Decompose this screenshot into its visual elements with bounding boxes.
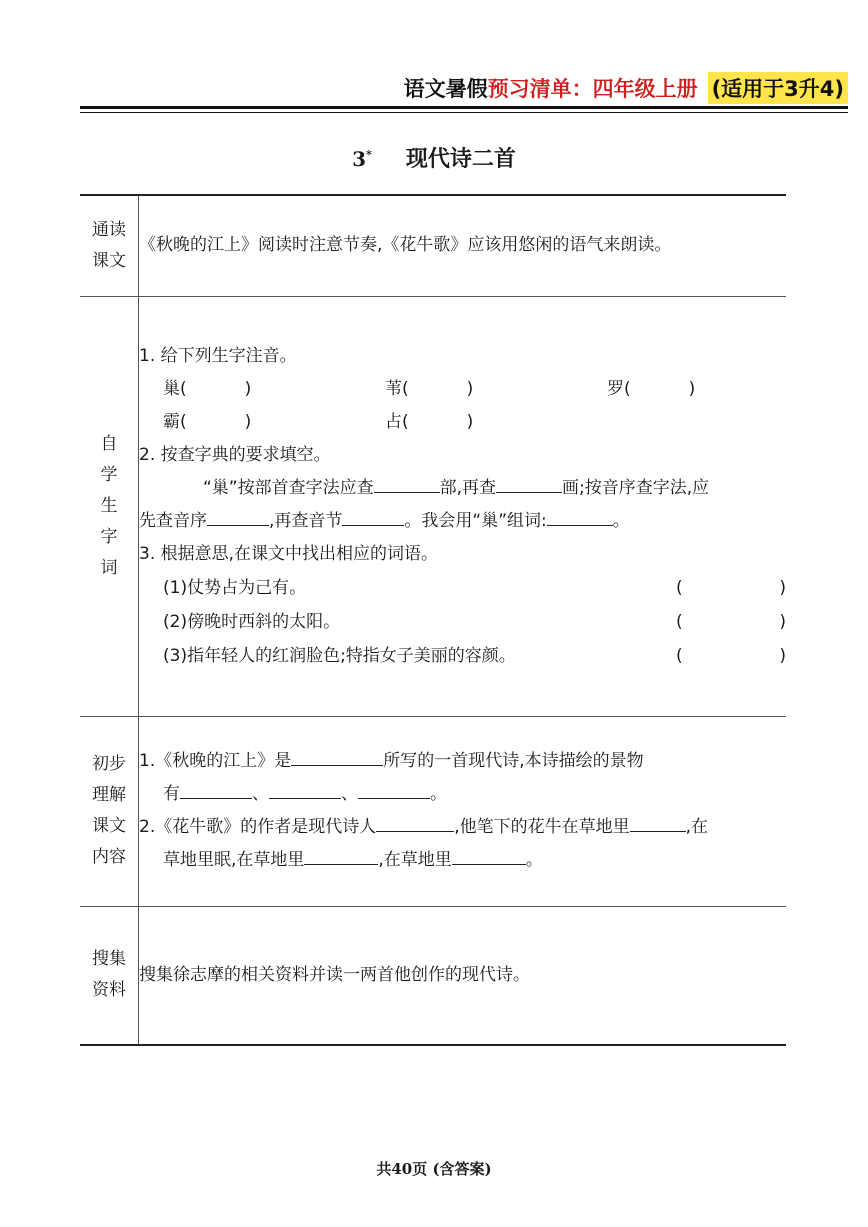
page-footer: 共40页 (含答案) [376,1160,492,1178]
header-series: 语文暑假 [403,77,488,101]
pinyin-item-wei[interactable] [385,373,607,406]
label-collect [80,906,139,1045]
blank-scene-3[interactable] [358,778,430,799]
read-instruction: 《秋晚的江上》阅读时注意节奏,《花牛歌》应该用悠闲的语气来朗读。 [139,235,672,256]
page-header [80,70,848,106]
label-char-5: 词 [100,557,118,578]
pinyin-item-zhan[interactable] [385,406,473,439]
q2-text-d: 先查音序 [139,510,207,531]
u-q1-line2 [139,778,786,811]
q3-answer-1[interactable] [676,571,786,605]
lesson-name: 现代诗二首 [405,146,516,172]
pinyin-row-1 [139,373,786,406]
label-read-line2: 课文 [92,250,126,271]
label-char-4: 字 [100,526,118,547]
header-applicable: (适用于3升4) [708,72,848,104]
blank-poet-1[interactable] [291,745,383,766]
blank-strokes[interactable] [496,472,562,493]
pinyin-char: 占( [385,411,409,432]
paren-open: ( [676,611,683,632]
q2-line2 [139,505,786,538]
row-understand [80,716,786,906]
pinyin-item-ba[interactable] [163,406,385,439]
blank-scene-2[interactable] [269,778,341,799]
pinyin-close: ) [244,411,252,432]
u-q1-end: 。 [430,784,447,804]
paren-close: ) [779,611,786,632]
q3-item-3 [139,639,786,673]
label-read-text [80,195,139,296]
u-q2-text-e: ,在草地里 [378,850,452,870]
header-list-label: 预习清单： [487,77,593,101]
header-grade: 四年级上册 [592,77,698,101]
pinyin-close: ) [688,378,696,399]
label-understand-2: 理解 [92,785,126,805]
pinyin-item-chao[interactable] [163,373,385,406]
blank-action-1[interactable] [630,811,686,832]
paren-open: ( [676,577,683,598]
q3-item-1 [139,571,786,605]
q3-item-2 [139,605,786,639]
blank-radical[interactable] [374,472,440,493]
q2-text-f: 。我会用“巢”组词: [404,510,547,531]
u-q1-sep: 、 [252,784,269,804]
label-collect-line2: 资料 [92,980,126,1001]
label-read-line1: 通读 [92,219,126,240]
u-q2-line1 [139,811,786,844]
content-self-study [139,296,787,716]
label-self-study [80,296,139,716]
pinyin-close: ) [466,411,474,432]
content-understand [139,716,787,906]
content-read-text [139,195,787,296]
blank-action-2[interactable] [304,844,378,865]
pinyin-char: 霸( [163,411,187,432]
content-collect [139,906,787,1045]
q2-text-e: ,再查音节 [269,510,343,531]
label-understand [80,716,139,906]
q2-text-a: “巢”按部首查字法应查 [203,477,374,498]
q2-text-g: 。 [612,510,630,531]
q2-text-b: 部,再查 [439,477,497,498]
q2-text-c: 画;按音序查字法,应 [562,477,710,498]
paren-close: ) [779,577,786,598]
u-q2-text-d: 草地里眠,在草地里 [163,850,305,870]
pinyin-item-luo[interactable] [607,373,695,406]
preview-table [80,194,786,1046]
row-collect [80,906,786,1045]
u-q2-text-f: 。 [525,850,543,870]
lesson-title [0,142,868,173]
lesson-star: * [366,147,372,161]
pinyin-char: 巢( [163,378,187,399]
pinyin-close: ) [466,378,474,399]
row-read-text [80,195,786,296]
row-self-study [80,296,786,716]
q2-line1 [139,472,786,505]
label-char-2: 学 [100,464,118,485]
u-q1-text-a: 1.《秋晚的江上》是 [139,751,292,771]
label-understand-4: 内容 [92,847,126,867]
u-q2-text-a: 2.《花牛歌》的作者是现代诗人 [139,817,377,837]
paren-close: ) [779,645,786,666]
blank-poet-2[interactable] [376,811,454,832]
u-q1-sep: 、 [341,784,358,804]
q3-item-text: (2)傍晚时西斜的太阳。 [163,611,341,632]
q3-answer-2[interactable] [676,605,786,639]
u-q1-text-b: 所写的一首现代诗,本诗描绘的景物 [383,751,644,771]
label-understand-3: 课文 [92,816,126,836]
lesson-number: 3 [352,147,367,171]
blank-action-3[interactable] [452,844,526,865]
blank-word[interactable] [547,505,613,526]
q3-item-text: (1)仗势占为己有。 [163,577,307,598]
u-q2-line2 [139,844,786,877]
pinyin-close: ) [244,378,252,399]
header-rule-thick [80,106,848,109]
label-char-1: 自 [100,433,118,454]
paren-open: ( [676,645,683,666]
collect-instruction: 搜集徐志摩的相关资料并读一两首他创作的现代诗。 [139,964,530,985]
u-q2-text-b: ,他笔下的花牛在草地里 [454,817,630,837]
label-collect-line1: 搜集 [92,949,126,970]
header-rule-thin [80,112,848,113]
pinyin-row-2 [139,406,786,439]
pinyin-char: 苇( [385,378,409,399]
label-understand-1: 初步 [92,754,126,774]
blank-syllable[interactable] [342,505,404,526]
q3-answer-3[interactable] [676,639,786,673]
label-char-3: 生 [100,495,118,516]
u-q2-text-c: ,在 [685,817,709,837]
q3-title: 3. 根据意思,在课文中找出相应的词语。 [139,543,439,564]
q3-item-text: (3)指年轻人的红润脸色;特指女子美丽的容颜。 [163,645,516,666]
pinyin-char: 罗( [607,378,631,399]
q2-title: 2. 按查字典的要求填空。 [139,444,331,465]
u-q1-text-c: 有 [163,784,180,804]
blank-initial[interactable] [207,505,269,526]
blank-scene-1[interactable] [180,778,252,799]
q1-title: 1. 给下列生字注音。 [139,345,297,366]
u-q1-line1 [139,745,786,778]
